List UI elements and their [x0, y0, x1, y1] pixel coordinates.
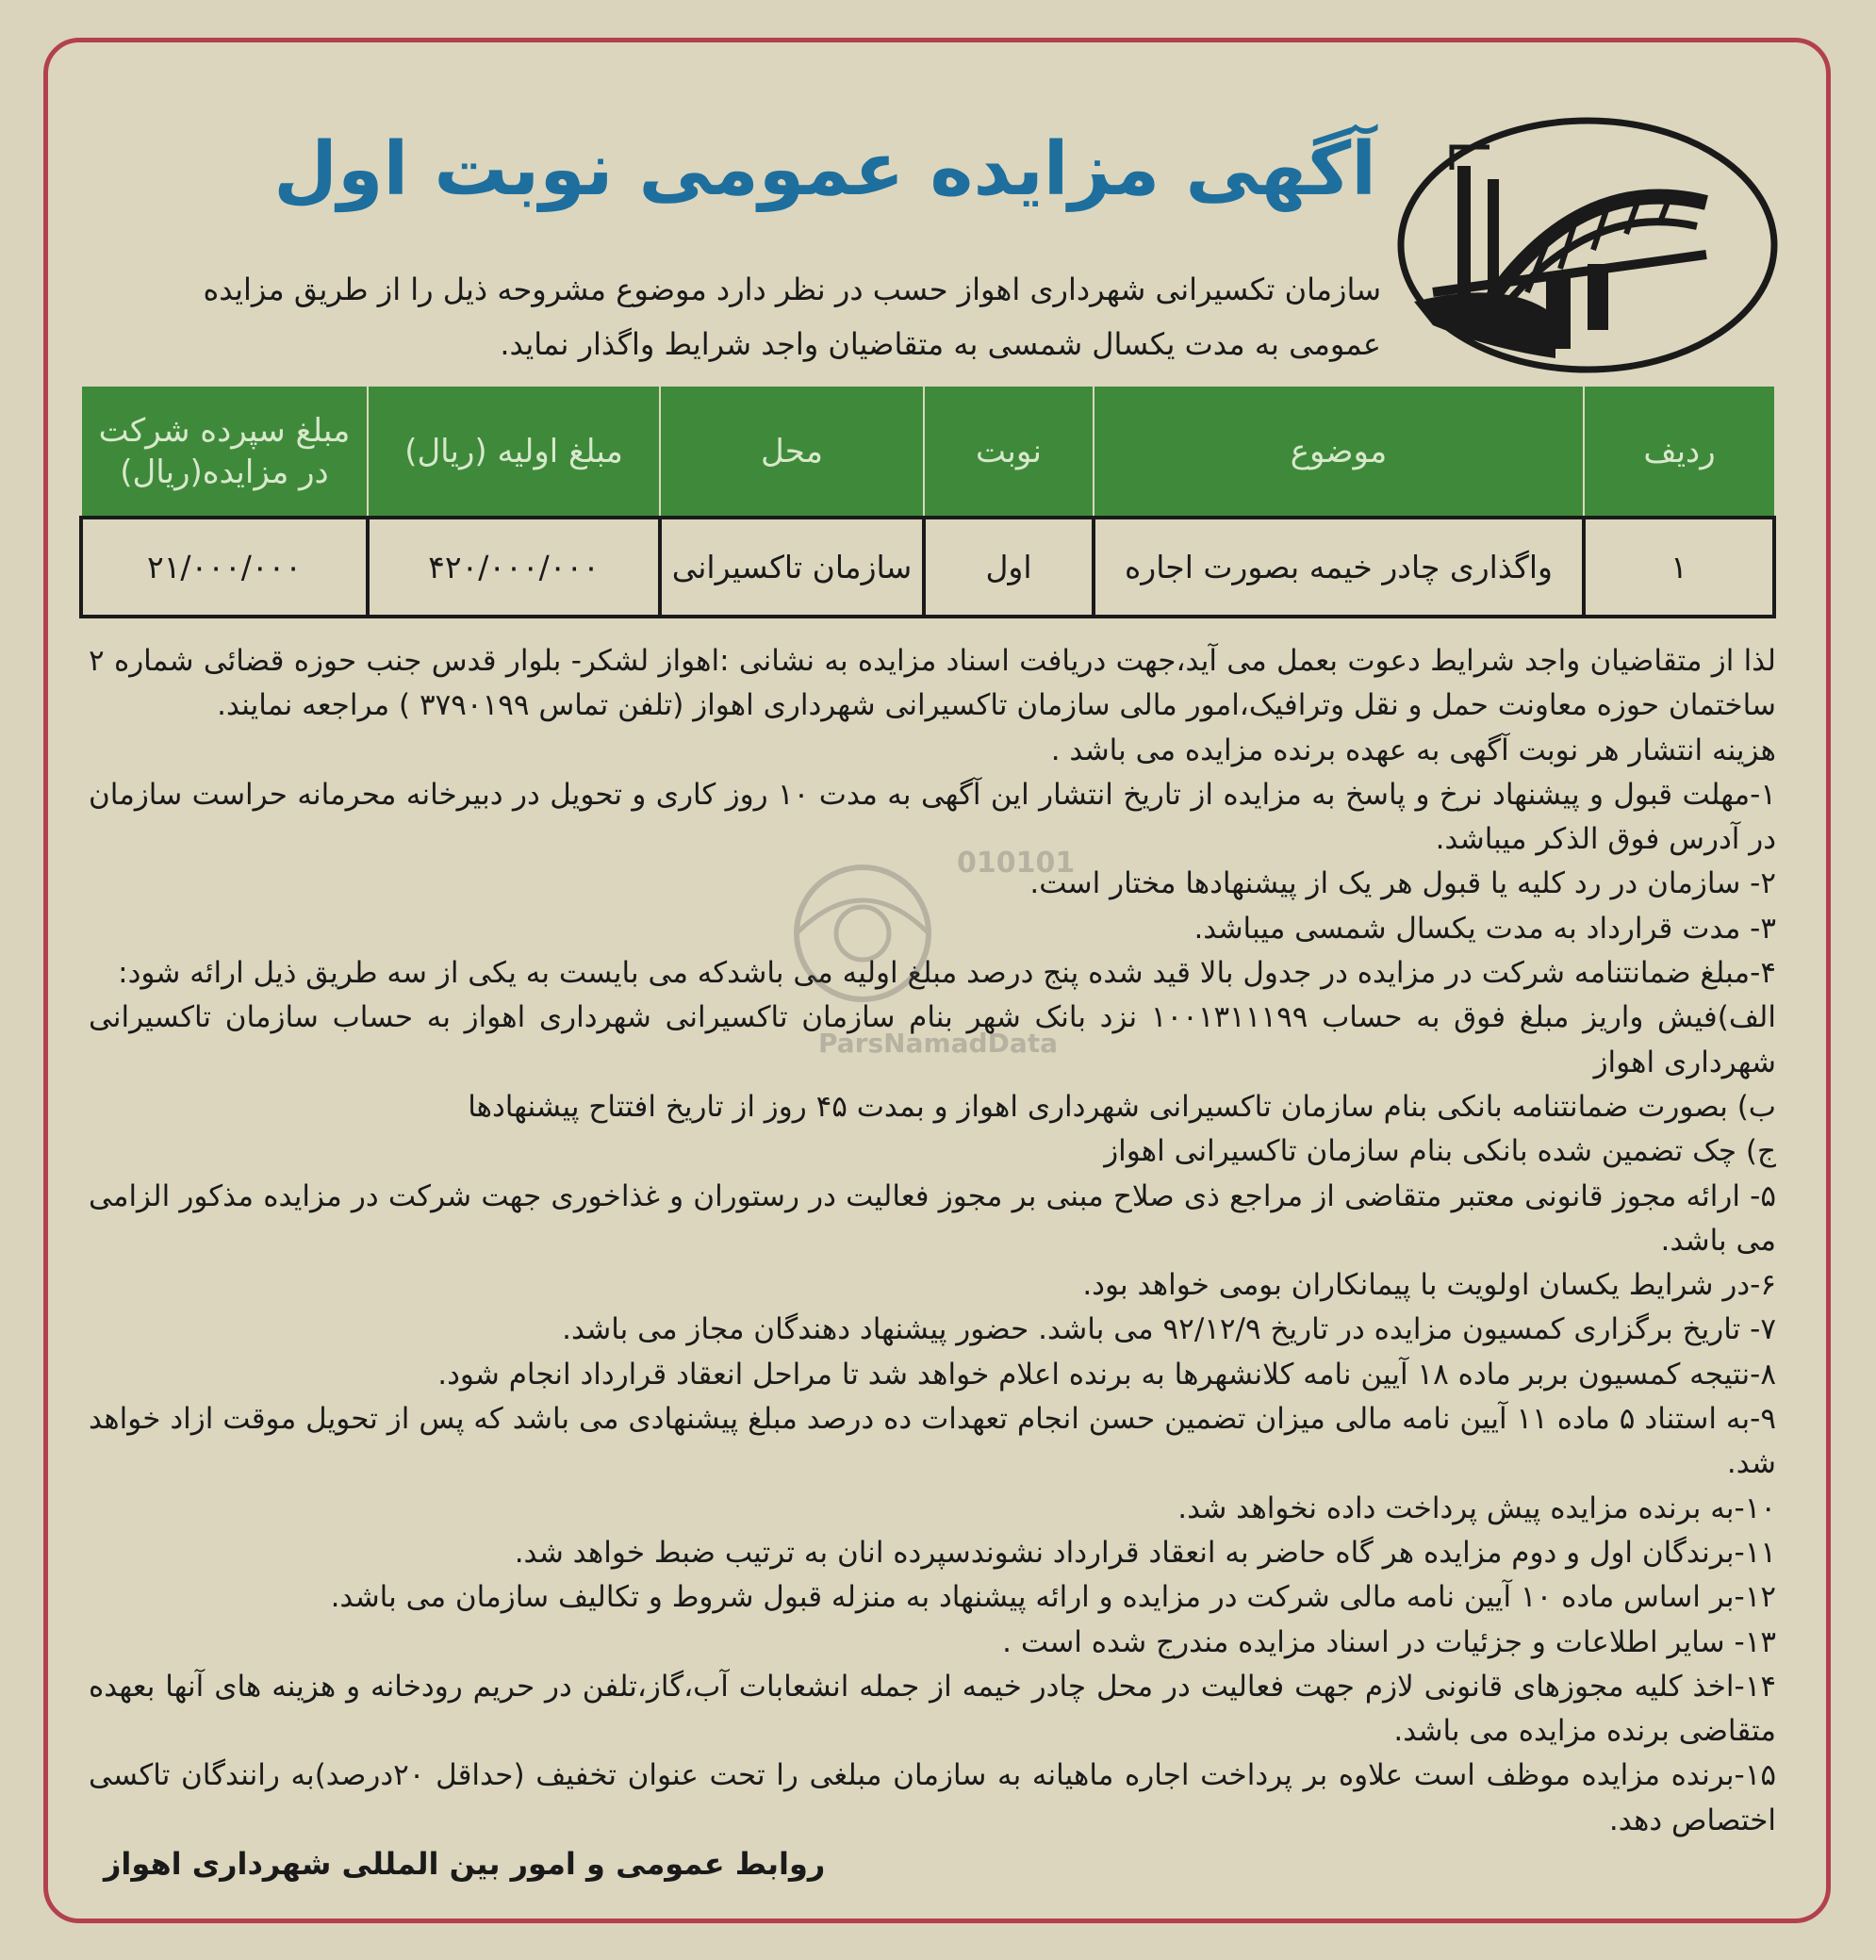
condition-10: ۱۰-به برنده مزایده پیش پرداخت داده نخواهد شد. [1177, 1491, 1776, 1525]
publication-cost-note: هزینه انتشار هر نوبت آگهی به عهده برنده مزایده می باشد . [1050, 733, 1776, 767]
condition-1: ۱-مهلت قبول و پیشنهاد نرخ و پاسخ به مزایده از تاریخ انتشار این آگهی به مدت ۱۰ روز کاری و تحویل در دبیرخانه محرمانه حراست سازمان در آدرس فوق الذکر میباشد. [89, 777, 1776, 857]
condition-4a: الف)فیش واریز مبلغ فوق به حساب ۱۰۰۱۳۱۱۱۹۹ نزد بانک شهر بنام سازمان تاکسیرانی شهرداری اهواز به حساب سازمان تاکسیرانی شهرداری اهواز [89, 1000, 1776, 1079]
intro-paragraph: سازمان تکسیرانی شهرداری اهواز حسب در نظر دارد موضوع مشروحه ذیل را از طریق مزایده عمومی به مدت یکسال شمسی به متقاضیان واجد شرایط واگذار نماید. [203, 272, 1381, 362]
bridge-emblem-icon [1395, 113, 1780, 377]
condition-6: ۶-در شرایط یکسان اولویت با پیمانکاران بومی خواهد بود. [1082, 1268, 1776, 1303]
conditions-body [89, 639, 1776, 1843]
condition-12: ۱۲-بر اساس ماده ۱۰ آیین نامه مالی شرکت در مزایده و ارائه پیشنهاد به منزله قبول شروط و تکالیف سازمان می باشد. [330, 1580, 1776, 1615]
watermark-logo [759, 848, 1117, 1084]
cell-initial-price: ۴۲۰/۰۰۰/۰۰۰ [368, 518, 660, 617]
header-deposit: مبلغ سپرده شرکت در مزایده(ریال) [81, 387, 368, 518]
signature: روابط عمومی و امور بین المللی شهرداری اهواز [104, 1846, 826, 1882]
cell-subject: واگذاری چادر خیمه بصورت اجاره [1094, 518, 1584, 617]
condition-2: ۲- سازمان در رد کلیه یا قبول هر یک از پیشنهادها مختار است. [1029, 866, 1776, 901]
auction-table [83, 387, 1776, 613]
condition-14: ۱۴-اخذ کلیه مجوزهای قانونی لازم جهت فعالیت در محل چادر خیمه از جمله انشعابات آب،گاز،تلفن در حریم رودخانه و هزینه های آنها بعهده متقاضی برنده مزایده می باشد. [89, 1669, 1776, 1749]
condition-7: ۷- تاریخ برگزاری کمسیون مزایده در تاریخ ۹۲/۱۲/۹ می باشد. حضور پیشنهاد دهندگان مجاز می باشد. [562, 1312, 1776, 1347]
notice-title: آگهی مزایده عمومی نوبت اول [273, 127, 1376, 212]
condition-15: ۱۵-برنده مزایده موظف است علاوه بر پرداخت اجاره ماهیانه به سازمان مبلغی را تحت عنوان تخفیف (حداقل ۲۰درصد)به رانندگان تاکسی اختصاص دهد. [89, 1758, 1776, 1837]
watermark-digits: 010101 [957, 847, 1076, 880]
condition-4: ۴-مبلغ ضمانتنامه شرکت در مزایده در جدول بالا قید شده پنج درصد مبلغ اولیه می باشدکه می بایست به یکی از سه طریق ذیل ارائه شود: [118, 956, 1776, 991]
header-row-number: ردیف [1584, 387, 1774, 518]
table-header-row [81, 387, 1774, 518]
cell-place: سازمان تاکسیرانی [660, 518, 924, 617]
watermark-text: ParsNamadData [818, 1028, 1058, 1059]
condition-4b: ب) بصورت ضمانتنامه بانکی بنام سازمان تاکسیرانی شهرداری اهواز و بمدت ۴۵ روز از تاریخ افتتاح پیشنهادها [468, 1089, 1776, 1124]
condition-5: ۵- ارائه مجوز قانونی معتبر متقاضی از مراجع ذی صلاح مبنی بر مجوز فعالیت در رستوران و غذاخوری جهت شرکت در مزایده مذکور الزامی می باشد. [89, 1178, 1776, 1258]
condition-4c: ج) چک تضمین شده بانکی بنام سازمان تاکسیرانی اهواز [1104, 1134, 1776, 1169]
header-round: نوبت [924, 387, 1094, 518]
condition-11: ۱۱-برندگان اول و دوم مزایده هر گاه حاضر به انعقاد قرارداد نشوندسپرده انان به ترتیب ضبط خواهد شد. [514, 1535, 1776, 1570]
condition-3: ۳- مدت قرارداد به مدت یکسال شمسی میباشد. [1193, 911, 1776, 946]
cell-round: اول [924, 518, 1094, 617]
condition-9: ۹-به استناد ۵ ماده ۱۱ آیین نامه مالی میزان تضمین حسن انجام تعهدات ده درصد مبلغ پیشنهادی می باشد که پس از تحویل موقت ازاد خواهد شد. [89, 1402, 1776, 1481]
table-row [81, 518, 1774, 617]
invitation-paragraph: لذا از متقاضیان واجد شرایط دعوت بعمل می آید،جهت دریافت اسناد مزایده به نشانی :اهواز لشکر- بلوار قدس جنب حوزه قضائی شماره ۲ ساختمان حوزه معاونت حمل و نقل وترافیک،امور مالی سازمان تاکسیرانی شهرداری اهواز (تلفن تماس ۳۷۹۰۱۹۹ ) مراجعه نمایند. [89, 644, 1776, 723]
cell-row-number: ۱ [1584, 518, 1774, 617]
header-subject: موضوع [1094, 387, 1584, 518]
header-place: محل [660, 387, 924, 518]
header-initial-price: مبلغ اولیه (ریال) [368, 387, 660, 518]
cell-deposit: ۲۱/۰۰۰/۰۰۰ [81, 518, 368, 617]
condition-8: ۸-نتیجه کمسیون بربر ماده ۱۸ آیین نامه کلانشهرها به برنده اعلام خواهد شد تا مراحل انعقاد قرارداد انجام شود. [437, 1357, 1776, 1392]
condition-13: ۱۳- سایر اطلاعات و جزئیات در اسناد مزایده مندرج شده است . [1002, 1624, 1776, 1659]
